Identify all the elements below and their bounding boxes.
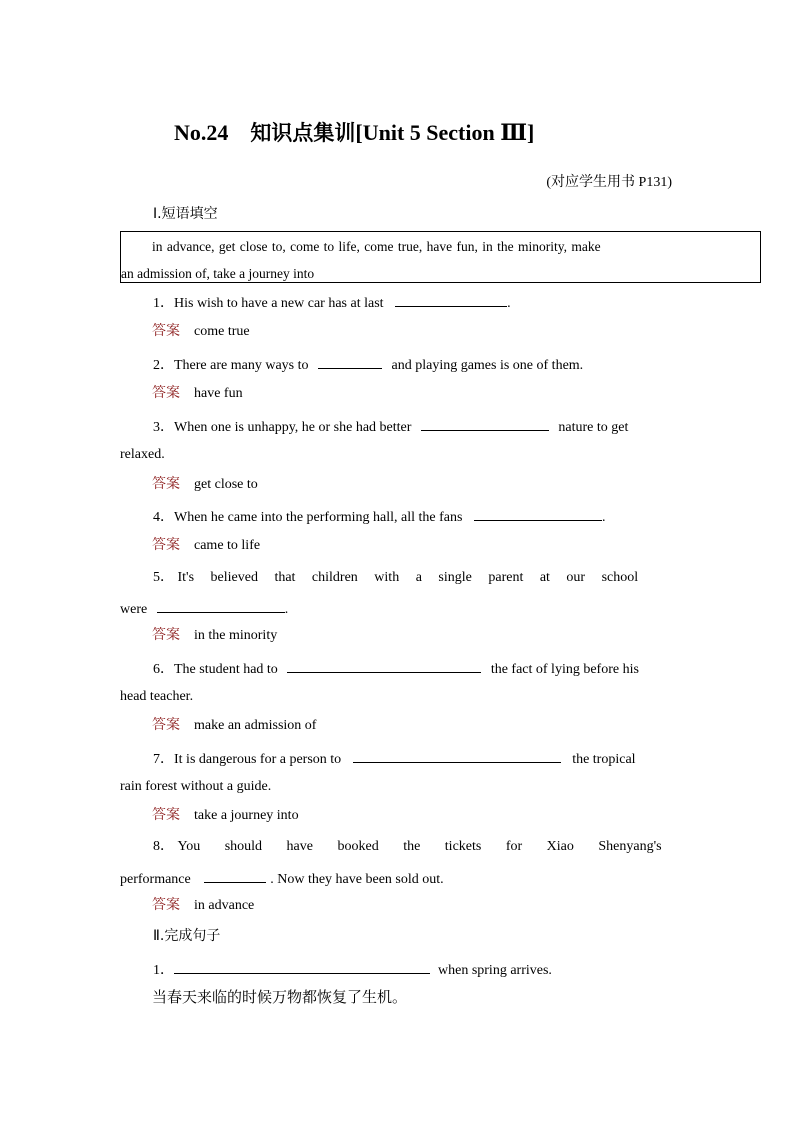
question-2: 2．There are many ways to and playing games is one of them. — [153, 358, 584, 373]
sentence-1-chinese: 当春天来临的时候万物都恢复了生机。 — [152, 988, 408, 1006]
question-6: 6．The student had to the fact of lying before his — [153, 662, 639, 677]
answer-1: 答案 come true — [152, 323, 250, 339]
phrase-box-line2: an admission of, take a journey into — [121, 266, 315, 281]
question-8-cont: performance . Now they have been sold out. — [120, 872, 444, 887]
answer-blank[interactable] — [395, 294, 507, 307]
answer-7: 答案 take a journey into — [152, 807, 299, 823]
question-4: 4．When he came into the performing hall, all the fans . — [153, 510, 606, 525]
answer-blank[interactable] — [318, 356, 382, 369]
answer-6: 答案 make an admission of — [152, 717, 317, 733]
answer-blank[interactable] — [287, 660, 481, 673]
question-3-cont: relaxed. — [120, 447, 165, 462]
question-3: 3．When one is unhappy, he or she had better nature to get — [153, 420, 629, 435]
question-6-cont: head teacher. — [120, 689, 194, 704]
question-7-cont: rain forest without a guide. — [120, 779, 272, 794]
answer-blank[interactable] — [157, 600, 285, 613]
page-title — [174, 122, 534, 144]
question-1: 1．His wish to have a new car has at last . — [153, 296, 511, 311]
answer-blank[interactable] — [421, 418, 549, 431]
answer-blank[interactable] — [174, 961, 430, 974]
answer-2: 答案 have fun — [152, 385, 243, 401]
question-8: 8． You should have booked the tickets for Xiao Shenyang's — [153, 839, 662, 854]
answer-blank[interactable] — [204, 870, 266, 883]
question-5-cont: were . — [120, 602, 289, 617]
section1-heading: Ⅰ.短语填空 — [153, 206, 218, 222]
answer-blank[interactable] — [353, 750, 561, 763]
section2-heading: Ⅱ.完成句子 — [153, 928, 221, 944]
question-7: 7．It is dangerous for a person to the tropical — [153, 752, 636, 767]
answer-blank[interactable] — [474, 508, 602, 521]
title-chinese: 知识点集训 — [250, 121, 356, 145]
phrase-box-line1: in advance, get close to, come to life, come true, have fun, in the minority, make — [152, 239, 601, 254]
phrase-box — [120, 231, 761, 283]
answer-5: 答案 in the minority — [152, 627, 278, 643]
question-5: 5． It's believed that children with a single parent at our school — [153, 570, 639, 585]
answer-8: 答案 in advance — [152, 897, 255, 913]
answer-4: 答案 came to life — [152, 537, 261, 553]
answer-3: 答案 get close to — [152, 476, 258, 492]
book-reference: (对应学生用书 P131) — [546, 175, 672, 190]
sentence-1: 1． when spring arrives. — [153, 963, 552, 978]
title-unit: [Unit 5 Section Ⅲ] — [355, 120, 535, 145]
title-number: No.24 — [174, 120, 229, 145]
